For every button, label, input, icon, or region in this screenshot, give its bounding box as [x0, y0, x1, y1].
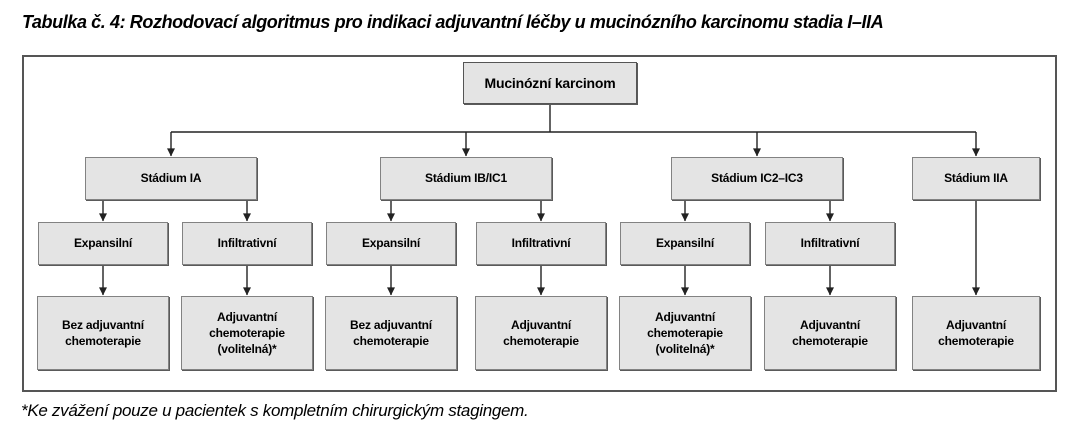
node-stage-iia: Stádium IIA [912, 157, 1040, 200]
node-mucinozni-karcinom: Mucinózní karcinom [463, 62, 637, 104]
node-outcome-iia: Adjuvantní chemoterapie [912, 296, 1040, 370]
node-ic2-ic3-expansilni: Expansilní [620, 222, 750, 265]
node-stage-ib-ic1: Stádium IB/IC1 [380, 157, 552, 200]
node-outcome-ib-ic1-infiltrativni: Adjuvantní chemoterapie [475, 296, 607, 370]
node-outcome-ib-ic1-expansilni: Bez adjuvantní chemoterapie [325, 296, 457, 370]
node-ic2-ic3-infiltrativni: Infiltrativní [765, 222, 895, 265]
node-stage-ic2-ic3: Stádium IC2–IC3 [671, 157, 843, 200]
node-ia-infiltrativni: Infiltrativní [182, 222, 312, 265]
footnote: *Ke zvážení pouze u pacientek s kompletním chirurgickým stagingem. [21, 401, 529, 420]
node-outcome-ia-infiltrativni: Adjuvantní chemoterapie (volitelná)* [181, 296, 313, 370]
figure-title: Tabulka č. 4: Rozhodovací algoritmus pro indikaci adjuvantní léčby u mucinózního karcinomu stadia I–IIA [22, 12, 884, 32]
node-outcome-ia-expansilni: Bez adjuvantní chemoterapie [37, 296, 169, 370]
node-outcome-ic2-ic3-infiltrativni: Adjuvantní chemoterapie [764, 296, 896, 370]
node-stage-ia: Stádium IA [85, 157, 257, 200]
node-outcome-ic2-ic3-expansilni: Adjuvantní chemoterapie (volitelná)* [619, 296, 751, 370]
node-ia-expansilni: Expansilní [38, 222, 168, 265]
node-ib-ic1-expansilni: Expansilní [326, 222, 456, 265]
node-ib-ic1-infiltrativni: Infiltrativní [476, 222, 606, 265]
